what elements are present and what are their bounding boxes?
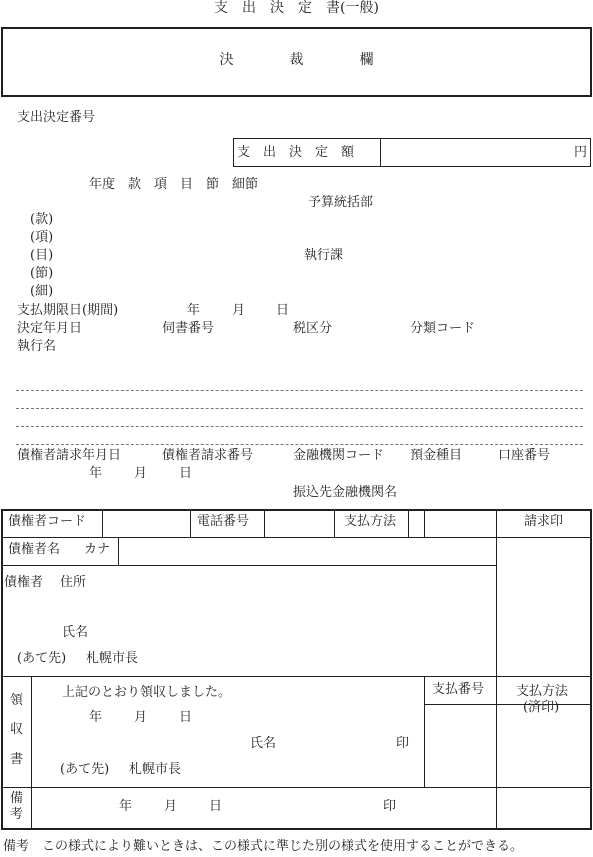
yen-label: 円 bbox=[574, 145, 588, 160]
kou-label: (項) bbox=[30, 230, 54, 245]
addressee-label: (あて先) bbox=[17, 651, 67, 666]
kan-label: (款) bbox=[30, 212, 54, 227]
creditor-name-field[interactable] bbox=[120, 537, 496, 565]
receipt-char-3: 書 bbox=[10, 752, 24, 767]
receipt-char-1: 領 bbox=[10, 693, 24, 708]
receipt-day: 日 bbox=[179, 710, 193, 725]
receipt-mayor-label: 札幌市長 bbox=[129, 762, 182, 777]
remarks-month: 月 bbox=[164, 799, 178, 814]
dotted-line bbox=[16, 408, 583, 409]
receipt-seal-mark: 印 bbox=[396, 736, 410, 751]
receipt-month: 月 bbox=[134, 710, 148, 725]
request-day: 日 bbox=[179, 466, 193, 481]
form-title: 支 出 決 定 書(一般) bbox=[214, 0, 379, 16]
setsu-label: (節) bbox=[30, 266, 54, 281]
footer-note: 備考 この様式により難いときは、この様式に準じた別の様式を使用することができる。 bbox=[3, 839, 524, 854]
payment-method-done-label: 支払方法 bbox=[516, 684, 569, 699]
execution-name-label: 執行名 bbox=[17, 339, 57, 354]
amount-label: 支 出 決 定 額 bbox=[237, 145, 355, 160]
table-vline bbox=[424, 676, 425, 787]
remarks-seal-mark: 印 bbox=[383, 799, 397, 814]
remarks-char-2: 考 bbox=[10, 807, 24, 822]
dotted-line bbox=[16, 426, 583, 427]
expenditure-number-label: 支出決定番号 bbox=[17, 110, 96, 125]
receipt-char-2: 収 bbox=[10, 722, 24, 737]
remarks-day: 日 bbox=[209, 799, 223, 814]
deadline-year: 年 bbox=[187, 303, 201, 318]
dotted-line bbox=[16, 444, 583, 445]
table-vline bbox=[190, 509, 191, 537]
budget-header: 年度 款 項 目 節 細節 bbox=[89, 177, 259, 192]
deposit-type-label: 預金種目 bbox=[410, 448, 463, 463]
payment-method-label: 支払方法 bbox=[344, 514, 397, 529]
table-hline bbox=[1, 565, 496, 566]
receipt-addressee-label: (あて先) bbox=[60, 762, 110, 777]
creditor-code-field[interactable] bbox=[104, 509, 190, 537]
receipt-name-label: 氏名 bbox=[250, 736, 277, 751]
inquiry-number-label: 伺書番号 bbox=[162, 321, 215, 336]
phone-number-field[interactable] bbox=[266, 509, 334, 537]
kana-label: カナ bbox=[84, 542, 111, 557]
payment-number-field[interactable] bbox=[426, 705, 496, 787]
table-vline bbox=[334, 509, 335, 537]
creditor-request-date-label: 債権者請求年月日 bbox=[17, 448, 122, 463]
request-month: 月 bbox=[134, 466, 148, 481]
bank-code-label: 金融機関コード bbox=[293, 448, 385, 463]
account-number-label: 口座番号 bbox=[498, 448, 551, 463]
approval-label: 決 裁 欄 bbox=[219, 52, 374, 68]
classification-code-label: 分類コード bbox=[410, 321, 476, 336]
table-vline bbox=[408, 509, 409, 537]
remarks-char-1: 備 bbox=[10, 791, 24, 806]
moku-label: (目) bbox=[30, 248, 54, 263]
request-seal-label: 請求印 bbox=[524, 514, 564, 529]
table-hline bbox=[1, 676, 592, 677]
deadline-day: 日 bbox=[276, 303, 290, 318]
table-vline bbox=[264, 509, 265, 537]
creditor-code-label: 債権者コード bbox=[8, 514, 87, 529]
saisetsu-label: (細) bbox=[30, 284, 54, 299]
budget-dept-label: 予算統括部 bbox=[308, 195, 374, 210]
dotted-line bbox=[16, 390, 583, 391]
payment-method-done-sub: (済印) bbox=[523, 700, 560, 715]
deadline-month: 月 bbox=[232, 303, 246, 318]
table-hline bbox=[1, 787, 592, 788]
payment-number-label: 支払番号 bbox=[432, 682, 485, 697]
tax-category-label: 税区分 bbox=[293, 321, 333, 336]
creditor-label: 債権者 bbox=[4, 575, 44, 590]
sapporo-mayor-label: 札幌市長 bbox=[86, 651, 139, 666]
table-vline bbox=[496, 509, 497, 830]
address-label: 住所 bbox=[60, 575, 87, 590]
remarks-year: 年 bbox=[119, 799, 133, 814]
table-vline bbox=[424, 509, 425, 537]
request-year: 年 bbox=[89, 466, 103, 481]
receipt-statement: 上記のとおり領収しました。 bbox=[62, 685, 232, 700]
full-name-label: 氏名 bbox=[62, 625, 89, 640]
table-vline bbox=[118, 537, 119, 565]
payment-deadline-label: 支払期限日(期間) bbox=[17, 303, 119, 318]
receipt-year: 年 bbox=[89, 710, 103, 725]
phone-number-label: 電話番号 bbox=[197, 514, 250, 529]
table-vline bbox=[102, 509, 103, 537]
executing-section-label: 執行課 bbox=[304, 248, 344, 263]
decision-date-label: 決定年月日 bbox=[17, 321, 83, 336]
creditor-request-number-label: 債権者請求番号 bbox=[162, 448, 254, 463]
table-vline bbox=[31, 676, 32, 830]
amount-divider bbox=[380, 138, 381, 167]
transfer-bank-name-label: 振込先金融機関名 bbox=[293, 485, 398, 500]
creditor-name-label: 債権者名 bbox=[8, 542, 61, 557]
